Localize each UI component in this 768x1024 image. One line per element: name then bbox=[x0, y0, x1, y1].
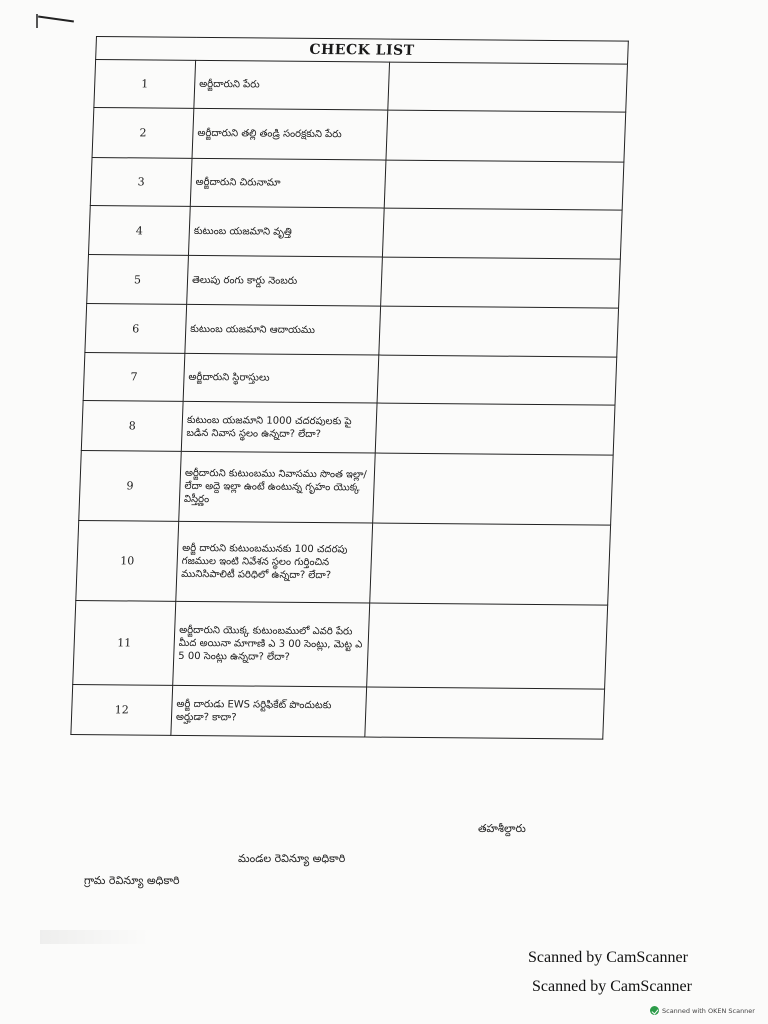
row-value-cell[interactable] bbox=[379, 306, 619, 357]
checklist-title: CHECK LIST bbox=[96, 37, 629, 65]
row-label: అర్జీదారుని యొక్క కుటుంబములో ఎవరి పేరు మీద అయినా మాగాణి ఎ 3 00 సెంట్లు, మెట్ట ఎ 5 00 సెంట్లు ఉన్నదా? లేదా? bbox=[173, 601, 370, 687]
checklist-row bbox=[92, 108, 626, 163]
camscanner-watermark: Scanned by CamScanner bbox=[528, 949, 688, 966]
row-value-cell[interactable] bbox=[365, 687, 605, 739]
checklist-row bbox=[76, 520, 611, 605]
scanner-brand-text: Scanned with OKEN Scanner bbox=[662, 1006, 755, 1015]
row-label: కుటుంబ యజమాని వృత్తి bbox=[188, 206, 384, 257]
row-label: అర్జీదారుని స్థిరాస్తులు bbox=[183, 353, 379, 403]
row-label: అర్జీ దారుని కుటుంబమునకు 100 చదరపు గజముల ఇంటి నివేశన స్థలం గుర్తించిన మునిసిపాలిటీ పరిధిలో ఉన్నదా? లేదా? bbox=[176, 521, 373, 603]
row-value-cell[interactable] bbox=[384, 160, 624, 210]
checklist-rows bbox=[71, 60, 628, 740]
row-value-cell[interactable] bbox=[382, 208, 622, 259]
row-label: తెలుపు రంగు కార్డు నెంబరు bbox=[187, 255, 383, 306]
checklist-row bbox=[73, 600, 608, 689]
village-officer-signature-label: గ్రామ రెవిన్యూ అధికారి bbox=[84, 874, 180, 887]
tahsildar-signature-label: తహశీల్దారు bbox=[478, 822, 526, 835]
checklist-row bbox=[81, 400, 615, 455]
row-value-cell[interactable] bbox=[373, 453, 614, 525]
scanner-logo-icon bbox=[650, 1006, 659, 1015]
row-number: 1 bbox=[94, 60, 196, 109]
row-label: అర్జీదారుని చిరునామా bbox=[190, 158, 386, 208]
checklist-row bbox=[94, 60, 628, 113]
row-value-cell[interactable] bbox=[367, 603, 608, 689]
row-number: 5 bbox=[87, 254, 189, 304]
checklist-row bbox=[87, 254, 621, 308]
row-label: కుటుంబ యజమాని 1000 చదరపులకు పై బడిన నివాస స్థలం ఉన్నదా? లేదా? bbox=[181, 401, 377, 453]
checklist-row bbox=[88, 205, 622, 259]
checklist-row bbox=[90, 157, 624, 210]
row-number: 7 bbox=[83, 352, 185, 401]
mandal-officer-signature-label: మండల రెవిన్యూ అధికారి bbox=[238, 852, 346, 865]
scanner-brand-footer bbox=[650, 1006, 755, 1015]
row-number: 6 bbox=[85, 303, 187, 353]
row-number: 3 bbox=[90, 157, 192, 206]
row-value-cell[interactable] bbox=[377, 355, 617, 405]
row-value-cell[interactable] bbox=[386, 110, 626, 162]
row-label: కుటుంబ యజమాని ఆదాయము bbox=[185, 304, 381, 355]
checklist-row bbox=[85, 303, 619, 357]
row-number: 4 bbox=[88, 205, 190, 255]
row-label: అర్జీదారుని పేరు bbox=[194, 60, 390, 110]
camscanner-watermark: Scanned by CamScanner bbox=[532, 978, 692, 995]
row-label: అర్జీదారుని కుటుంబము నివాసము సొంత ఇల్లా/లేదా అద్దె ఇల్లా ఉంటే ఉంటున్న గృహం యొక్క విస్తీర్ణం bbox=[179, 451, 376, 523]
row-value-cell[interactable] bbox=[370, 523, 611, 605]
row-number: 8 bbox=[81, 400, 183, 451]
row-label: అర్జీదారుని తల్లి తండ్రి సంరక్షకుని పేరు bbox=[192, 108, 388, 160]
row-value-cell[interactable] bbox=[381, 257, 621, 308]
checklist-row bbox=[83, 352, 617, 405]
checklist-sheet bbox=[70, 36, 648, 755]
checklist-row bbox=[79, 450, 613, 525]
checklist-table bbox=[70, 36, 629, 740]
scan-smudge bbox=[40, 930, 150, 944]
row-label: అర్జీ దారుడు EWS సర్టిఫికేట్ పొందుటకు అర్హుడా? కాదా? bbox=[171, 685, 367, 737]
row-number: 11 bbox=[73, 600, 176, 685]
row-number: 9 bbox=[79, 450, 182, 521]
scan-pen-mark bbox=[38, 16, 74, 23]
row-value-cell[interactable] bbox=[375, 403, 615, 455]
row-number: 12 bbox=[71, 684, 173, 735]
row-number: 2 bbox=[92, 108, 194, 159]
checklist-row bbox=[71, 684, 605, 739]
row-number: 10 bbox=[76, 520, 179, 601]
row-value-cell[interactable] bbox=[388, 62, 628, 112]
